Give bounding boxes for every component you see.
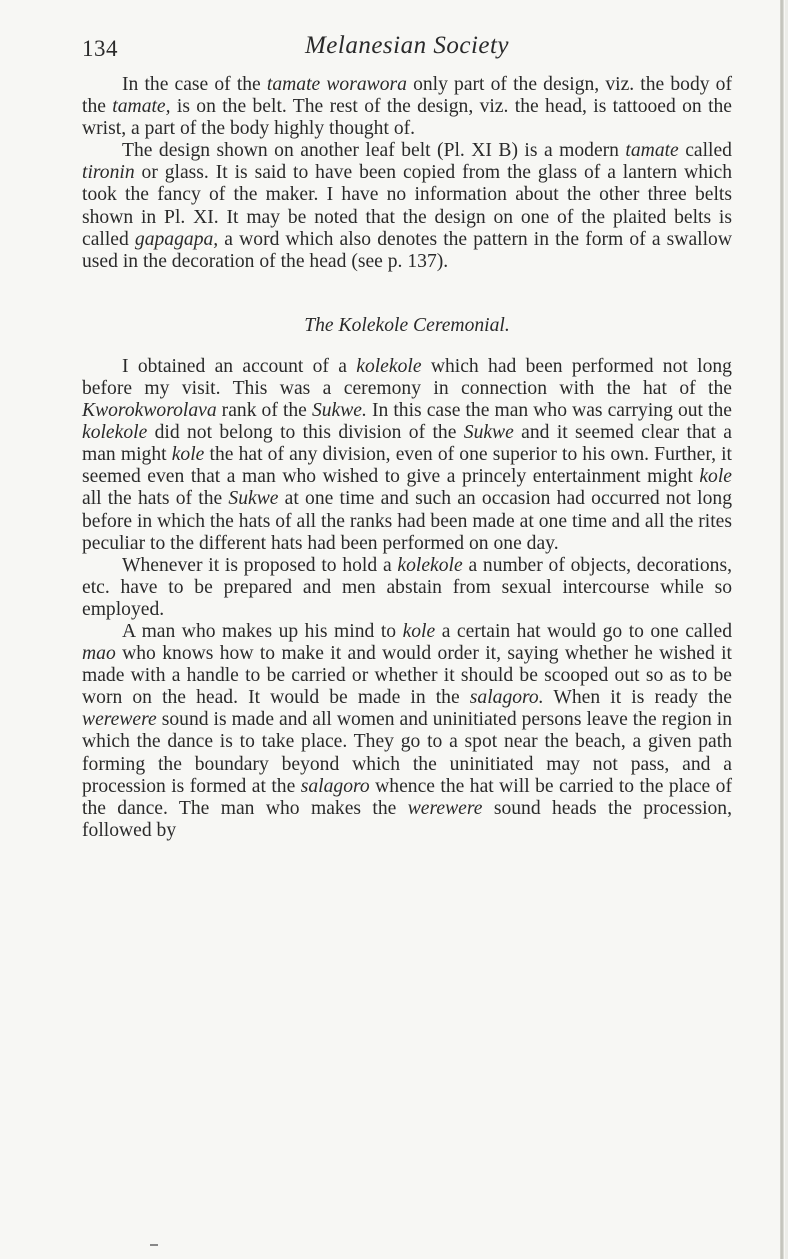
- italic-term: Sukwe: [463, 422, 514, 444]
- text-run: A man who makes up his mind to: [122, 620, 403, 642]
- italic-term: werewere: [407, 797, 483, 819]
- italic-term: kole: [402, 620, 436, 642]
- italic-term: werewere: [82, 709, 157, 731]
- italic-term: gapagapa,: [134, 228, 219, 250]
- paragraph: [82, 621, 732, 842]
- text-run: When it is ready the: [543, 687, 732, 709]
- text-run: The design shown on another leaf belt (Pl. XI B) is a modern: [122, 140, 626, 162]
- text-run: is on the belt. The rest of the design, viz. the head, is tattooed on the wrist, a part of the body highly thought of.: [82, 96, 733, 140]
- text-run: who knows how to make it and would order it, saying whether he wished it made with a handle to be carried or whether it should be scooped out so as to be worn on the head. It would be made in the: [82, 643, 732, 709]
- stray-mark: [150, 1244, 158, 1246]
- book-page: [82, 30, 732, 842]
- text-run: or glass. It is said to have been copied from the glass of a lantern which took the fancy of the maker. I have no information about the other three belts shown in Pl. XI. It may be noted that the design on one of the plaited belts is called: [82, 162, 732, 250]
- section-heading: The Kolekole Ceremonial.: [304, 314, 510, 336]
- italic-term: tamate: [625, 140, 679, 162]
- italic-term: tamate,: [112, 96, 171, 118]
- italic-term: salagoro: [300, 775, 370, 797]
- paragraph: [82, 356, 732, 555]
- text-run: a word which also denotes the pattern in the form of a swallow used in the decoration of the head (see p. 137).: [82, 228, 732, 272]
- text-run: called: [678, 140, 732, 162]
- italic-term: kolekole: [82, 422, 148, 444]
- section-text: [82, 356, 732, 842]
- italic-term: Sukwe.: [311, 400, 367, 422]
- text-run: a number of objects, decorations, etc. have to be prepared and men abstain from sexual intercourse while so employed.: [82, 554, 732, 620]
- italic-term: salagoro.: [469, 687, 544, 709]
- italic-term: tironin: [82, 162, 135, 184]
- text-run: all the hats of the: [82, 488, 229, 510]
- text-run: whence the hat will be carried to the place of the dance. The man who makes the: [82, 775, 732, 819]
- text-run: a certain hat would go to one called: [435, 620, 732, 642]
- italic-term: kole: [171, 444, 205, 466]
- text-run: I obtained an account of a: [122, 355, 357, 377]
- page-number: 134: [82, 36, 118, 61]
- italic-term: kolekole: [397, 554, 463, 576]
- text-run: at one time and such an occasion had occurred not long before in which the hats of all the ranks had been made at one time and all the rites peculiar to the different hats had been performed on one day.: [82, 488, 732, 554]
- paragraph: [82, 555, 732, 621]
- running-title: Melanesian Society: [304, 32, 510, 59]
- text-run: In the case of the: [122, 74, 267, 95]
- text-run: and it seemed clear that a man might: [82, 422, 732, 466]
- text-run: rank of the: [216, 400, 312, 422]
- text-run: only part of the design, viz. the body of the: [82, 74, 732, 118]
- text-run: which had been performed not long before my visit. This was a ceremony in connection with the hat of the: [82, 355, 732, 399]
- italic-term: mao: [82, 643, 116, 665]
- paragraph: [82, 140, 732, 273]
- text-run: sound is made and all women and uninitiated persons leave the region in which the dance is to take place. They go to a spot near the beach, a given path forming the boundary beyond which the uninitiated may not pass, and a procession is formed at the: [82, 709, 732, 797]
- text-run: did not belong to this division of the: [147, 422, 464, 444]
- italic-term: Kworokworolava: [82, 400, 217, 422]
- paragraph: [82, 74, 732, 140]
- page-edge-shadow: [780, 0, 784, 1259]
- text-run: the hat of any division, even of one superior to his own. Further, it seemed even that a man who wished to give a princely entertainment might: [82, 444, 732, 488]
- italic-term: tamate worawora: [266, 74, 407, 95]
- italic-term: Sukwe: [228, 488, 279, 510]
- page-header: [82, 30, 732, 74]
- text-run: sound heads the procession, followed by: [82, 797, 733, 841]
- text-run: In this case the man who was carrying out the: [366, 400, 732, 422]
- text-run: Whenever it is proposed to hold a: [122, 554, 398, 576]
- italic-term: kolekole: [356, 355, 422, 377]
- italic-term: kole: [699, 466, 732, 488]
- intro-text: [82, 74, 732, 273]
